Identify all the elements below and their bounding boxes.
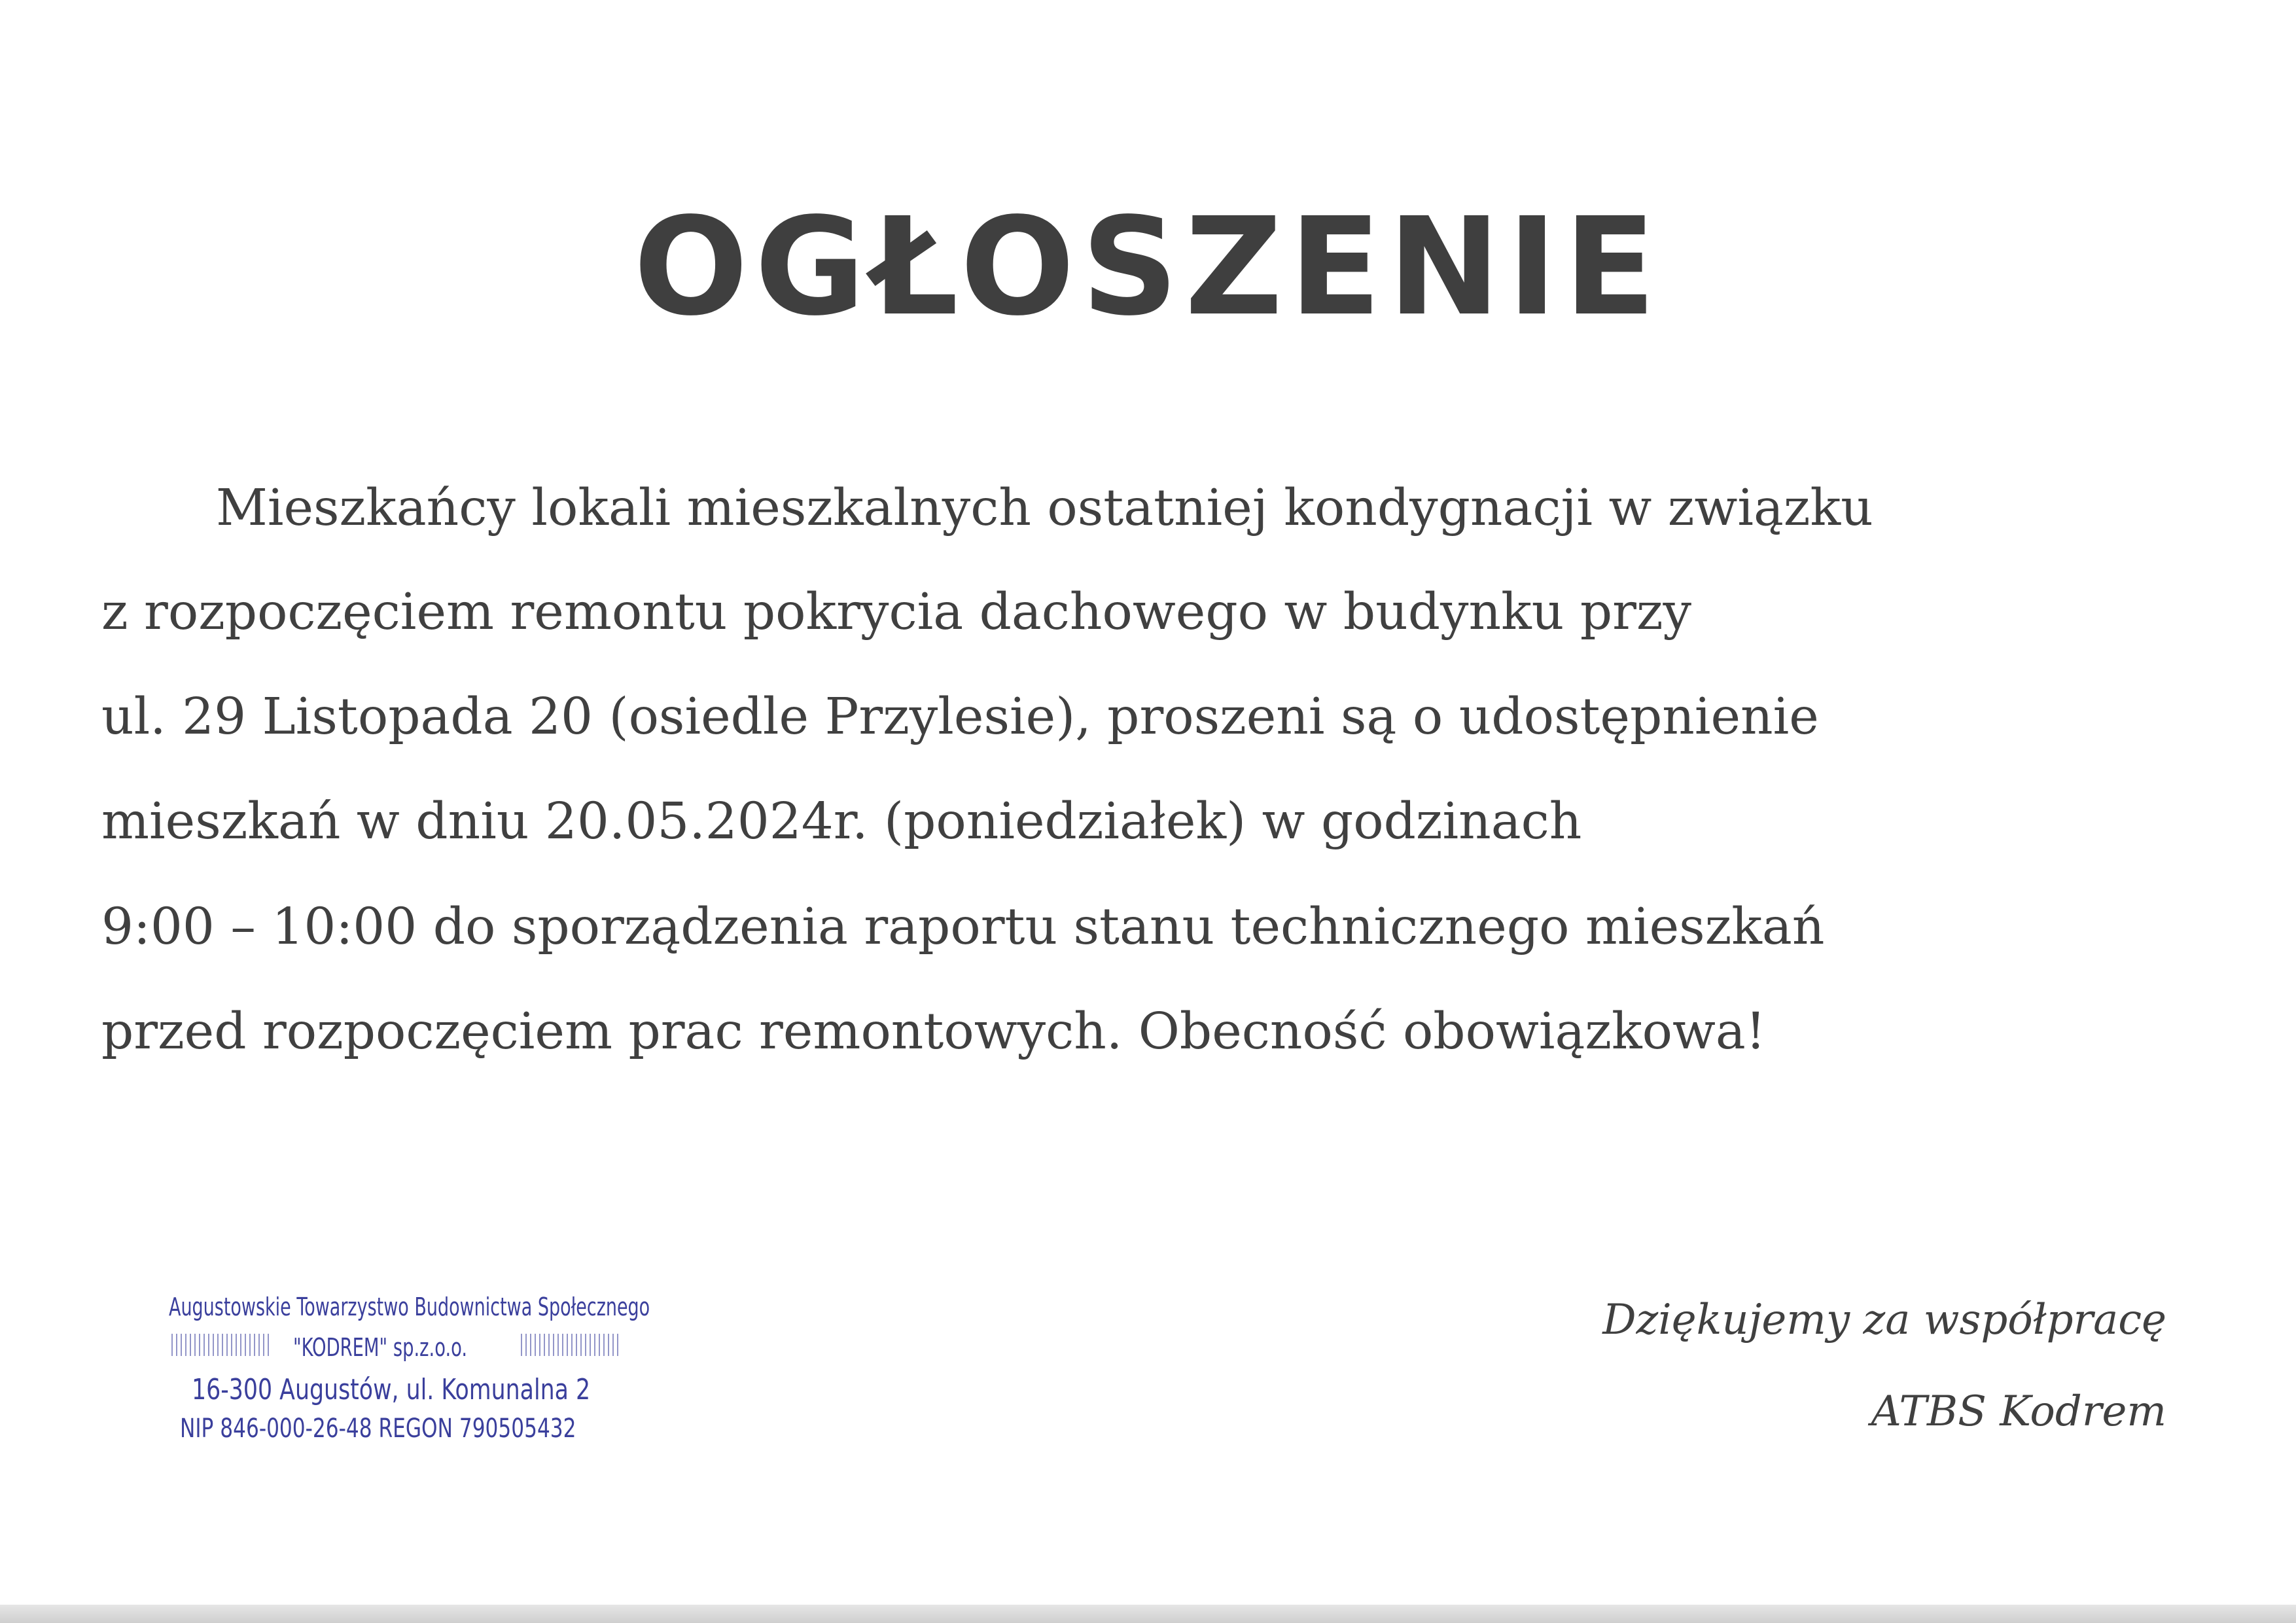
stamp-tax-ids: NIP 846-000-26-48 REGON 790505432 [180,1414,576,1444]
scan-bottom-edge [0,1605,2296,1623]
thanks-note: Dziękujemy za współpracę [1602,1296,2166,1344]
notice-title: OGŁOSZENIE [633,188,1663,346]
paragraph-line-6: przed rozpoczęciem prac remontowych. Obecność obowiązkowa! [101,1003,1766,1061]
stamp-company-form: "KODREM" sp.z.o.o. [293,1333,468,1362]
stamp-ink-noise-left [171,1334,270,1356]
paragraph-line-3: ul. 29 Listopada 20 (osiedle Przylesie), proszeni są o udostępnienie [101,688,1819,746]
stamp-ink-noise-right [521,1334,619,1356]
stamp-address: 16-300 Augustów, ul. Komunalna 2 [192,1373,591,1406]
paragraph-line-2: z rozpoczęciem remontu pokrycia dachowego w budynku przy [101,583,1692,641]
signature-org: ATBS Kodrem [1871,1387,2166,1436]
paragraph-line-5: 9:00 – 10:00 do sporządzenia raportu stanu technicznego mieszkań [101,898,1825,956]
company-stamp [169,1293,650,1448]
stamp-company-name: Augustowskie Towarzystwo Budownictwa Społecznego [169,1293,650,1321]
paragraph-line-4: mieszkań w dniu 20.05.2024r. (poniedziałek) w godzinach [101,793,1582,851]
paragraph-line-1: Mieszkańcy lokali mieszkalnych ostatniej kondygnacji w związku [216,479,1873,537]
